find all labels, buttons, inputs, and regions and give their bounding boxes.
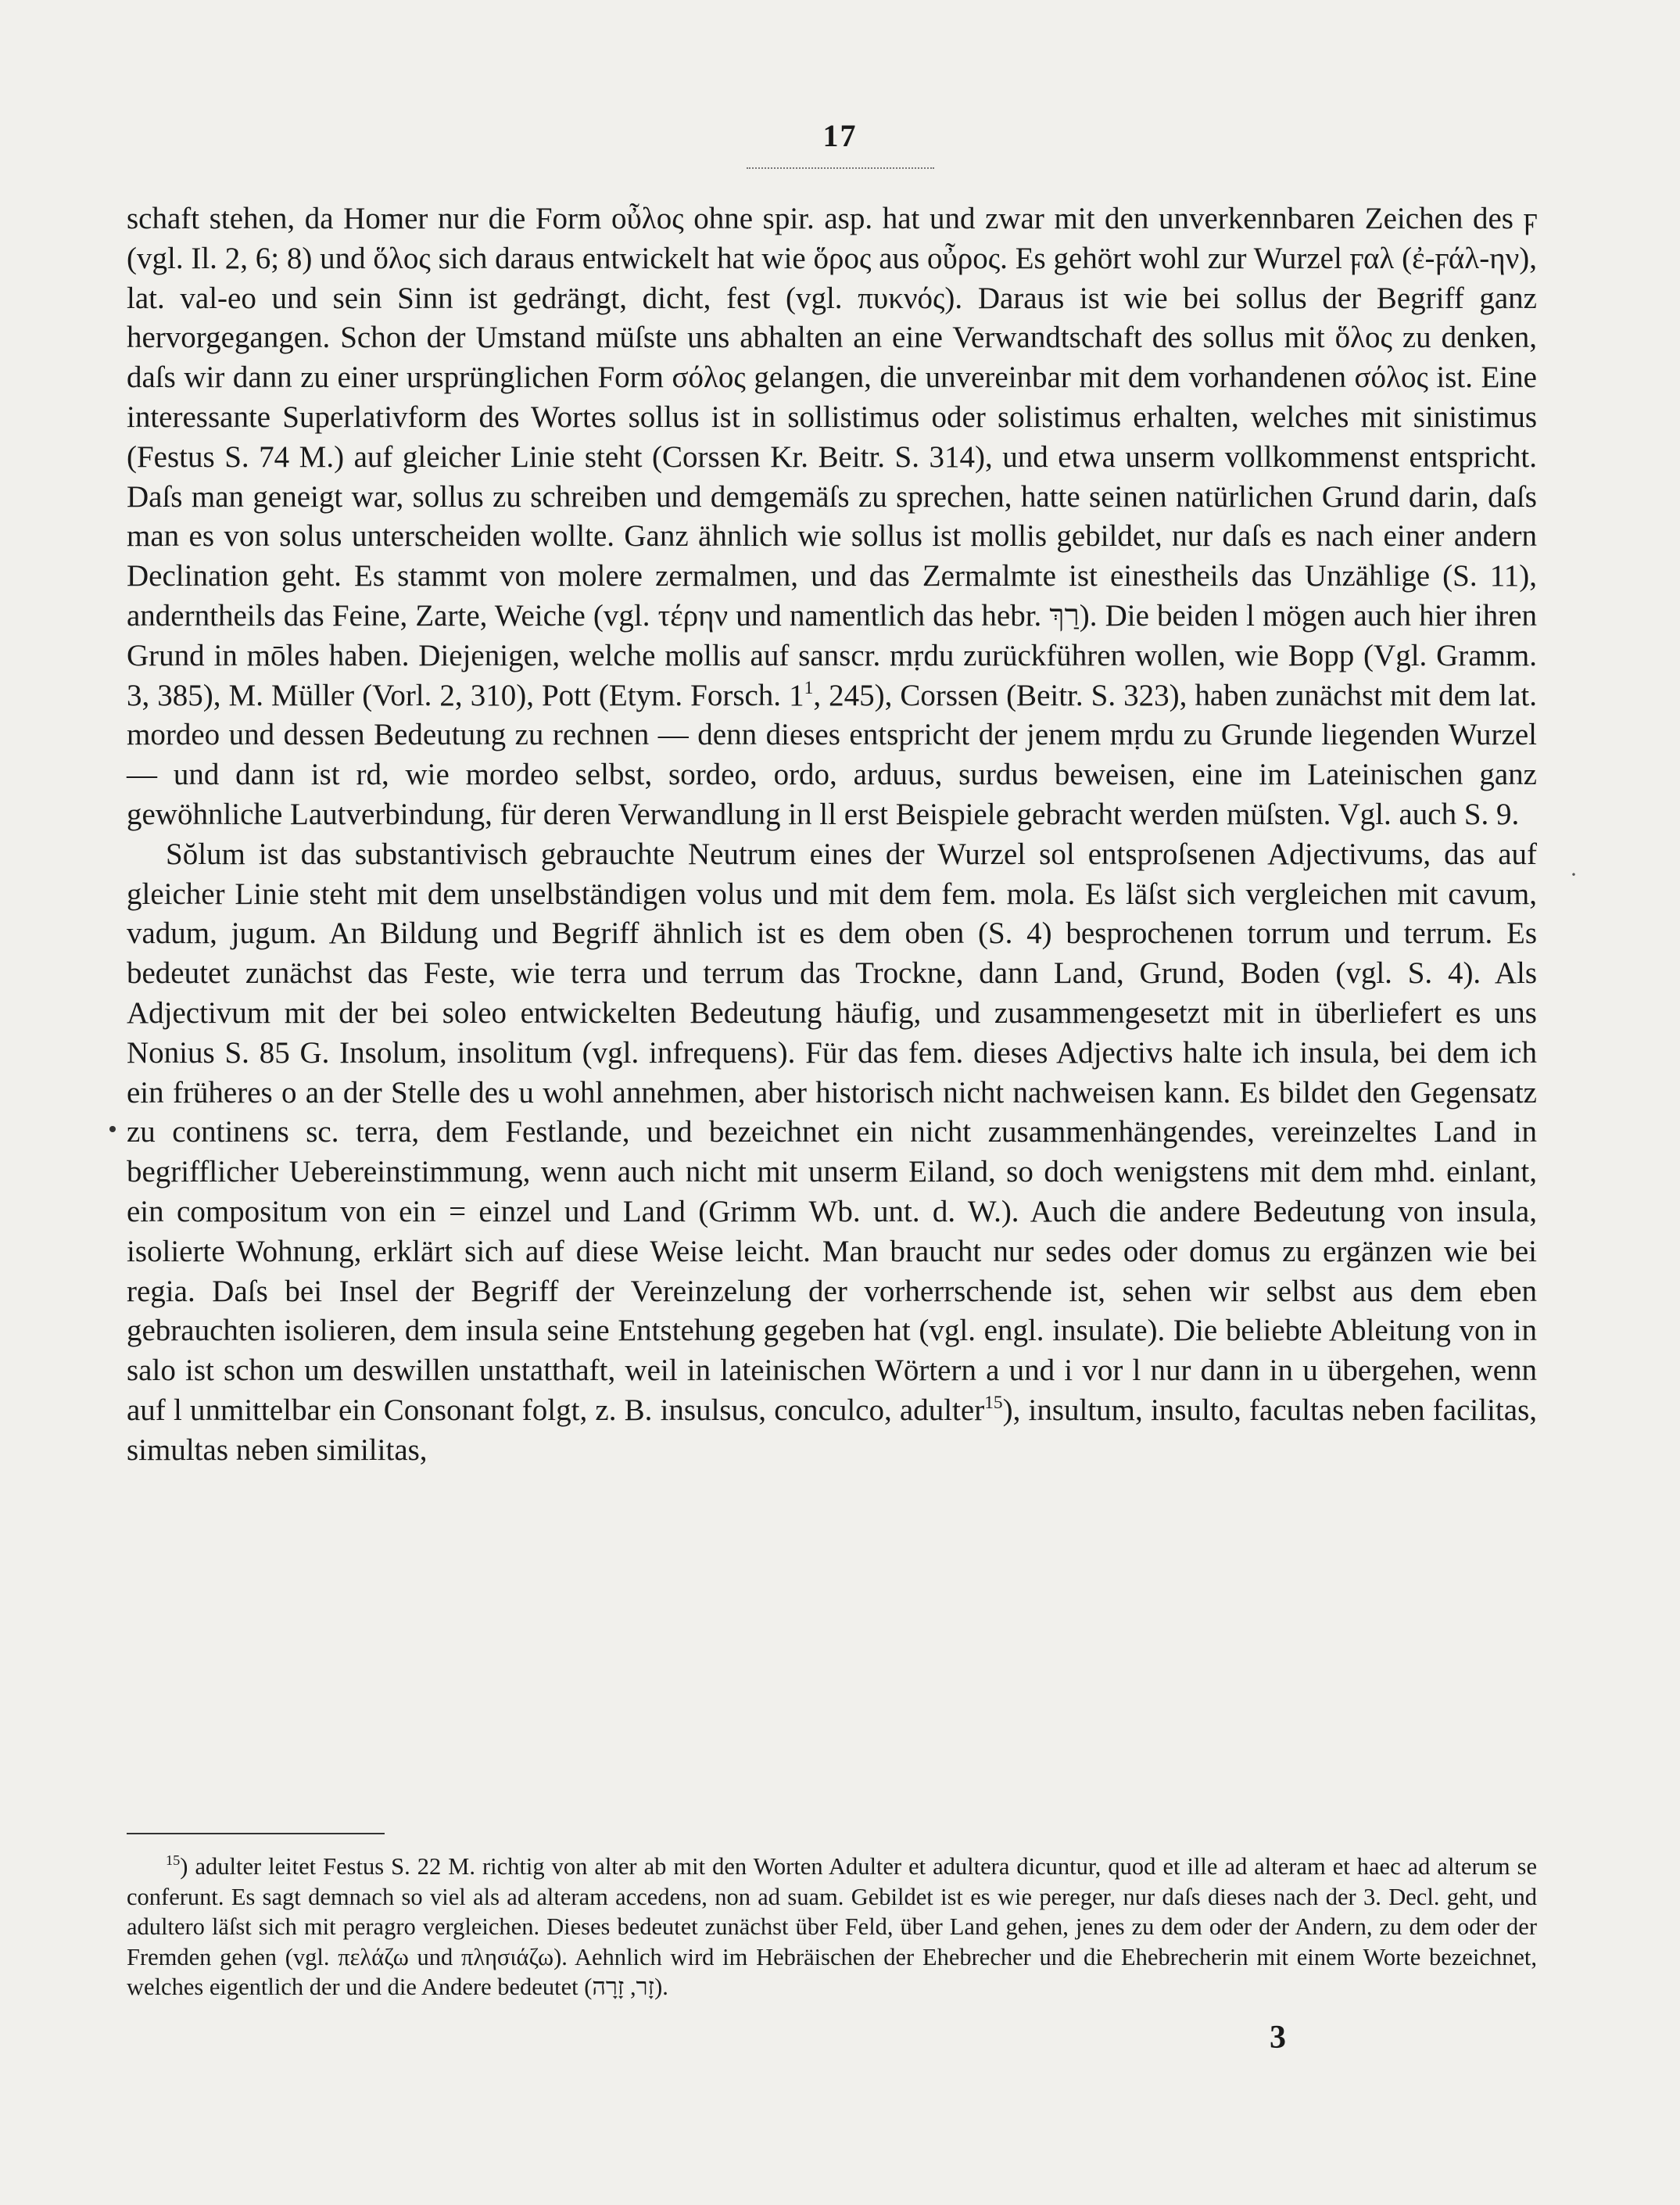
paragraph-1-text: schaft stehen, da Homer nur die Form οὖλος ohne spir. asp. hat und zwar mit den unverkennbaren Zeichen des ϝ (vgl. Il. 2, 6; 8) und ὅλος sich daraus entwickelt hat wie ὅρος aus οὖρος. Es gehört wohl zur Wurzel ϝαλ (ἐ-ϝάλ-ην), lat. val-eo und sein Sinn ist gedrängt, dicht, fest (vgl. πυκνός). Daraus ist wie bei sollus der Begriff ganz hervorgegangen. Schon der Umstand müſste uns abhalten an eine Verwandtschaft des sollus mit ὅλος zu denken, daſs wir dann zu einer ursprünglichen Form σόλος gelangen, die unvereinbar mit dem vorhandenen σόλος ist. Eine interessante Superlativform des Wortes sollus ist in sollistimus oder solistimus erhalten, welches mit sinistimus (Festus S. 74 M.) auf gleicher Linie steht (Corssen Kr. Beitr. S. 314), und etwa unserm vollkommenst entspricht. Daſs man geneigt war, sollus zu schreiben und demgemäſs zu sprechen, hatte seinen natürlichen Grund darin, daſs man es von solus unterscheiden wollte. Ganz ähnlich wie sollus ist mollis gebildet, nur daſs es nach einer andern Declination geht. Es stammt von molere zermalmen, und das Zermalmte ist einestheils das Unzählige (S. 11), anderntheils das Feine, Zarte, Weiche (vgl. τέρην und namentlich das hebr. רַךְ). Die beiden l mögen auch hier ihren Grund in mōles haben. Diejenigen, welche mollis auf sanscr. mṛdu zurückführen wollen, wie Bopp (Vgl. Gramm. 3, 385), M. Müller (Vorl. 2, 310), Pott (Etym. Forsch. 1: [127, 202, 1538, 712]
paragraph-1-cont: , 245), Corssen (Beitr. S. 323), haben zunächst mit dem lat. mordeo und dessen Bedeutung zu rechnen — denn dieses entspricht der jenem mṛdu zu Grunde liegenden Wurzel — und dann ist rd, wie mordeo selbst, sordeo, ordo, arduus, surdus beweisen, eine im Lateinischen ganz gewöhnliche Lautverbindung, für deren Verwandlung in ll erst Beispiele gebracht werden müſsten. Vgl. auch S. 9.: [127, 678, 1537, 831]
margin-mark: ·: [1570, 862, 1578, 887]
page-number: 17: [822, 118, 858, 153]
paragraph-2-cont: ), insultum, insulto, facultas neben facilitas, simultas neben similitas,: [127, 1393, 1537, 1467]
footnote-15: [127, 1852, 1537, 2002]
body-text: [127, 199, 1537, 1471]
signature-mark: 3: [1270, 2020, 1286, 2056]
footnote-text: ) adulter leitet Festus S. 22 M. richtig von alter ab mit den Worten Adulter et adultera dicuntur, quod et ille ad alteram et haec ad alterum se conferunt. Es sagt demnach so viel als ad alteram accedens, non ad suam. Gebildet ist es wie pereger, nur daſs dieses nach der 3. Decl. geht, und adultero läſst sich mit peragro vergleichen. Dieses bedeutet zunächst über Feld, über Land gehen, jenes zu dem oder der Andern, zu dem oder der Fremden gehen (vgl. πελάζω und πλησιάζω). Aehnlich wird im Hebräischen der Ehebrecher und die Ehebrecherin mit einem Worte bezeichnet, welches eigentlich der und die Andere bedeutet (זָר, זָרָה).: [127, 1853, 1537, 2000]
footnote-ref-15: 15: [984, 1392, 1003, 1413]
footnote: [127, 1852, 1537, 2002]
paragraph-2: [127, 835, 1537, 1471]
footnote-rule: [127, 1833, 385, 1834]
paragraph-2-text: Sŏlum ist das substantivisch gebrauchte Neutrum eines der Wurzel sol entsproſsenen Adjectivums, das auf gleicher Linie steht mit dem unselbständigen volus und mit dem fem. mola. Es läſst sich vergleichen mit cavum, vadum, jugum. An Bildung und Begriff ähnlich ist es dem oben (S. 4) besprochenen torrum und terrum. Es bedeutet zunächst das Feste, wie terra und terrum das Trockne, dann Land, Grund, Boden (vgl. S. 4). Als Adjectivum mit der bei soleo entwickelten Bedeutung häufig, und zusammengesetzt mit in überliefert es uns Nonius S. 85 G. Insolum, insolitum (vgl. infrequens). Für das fem. dieses Adjectivs halte ich insula, bei dem ich ein früheres o an der Stelle des u wohl annehmen, aber historisch nicht nachweisen kann. Es bildet den Gegensatz zu continens sc. terra, dem Festlande, und bezeichnet ein nicht zusammenhängendes, vereinzeltes Land in begrifflicher Uebereinstimmung, wenn auch nicht mit unserm Eiland, so doch wenigstens mit dem mhd. einlant, ein compositum von ein = einzel und Land (Grimm Wb. unt. d. W.). Auch die andere Bedeutung von insula, isolierte Wohnung, erklärt sich auf diese Weise leicht. Man braucht nur sedes oder domus zu ergänzen wie bei regia. Daſs bei Insel der Begriff der Vereinzelung der vorherrschende ist, sehen wir selbst aus dem eben gebrauchten isolieren, dem insula seine Entstehung gegeben hat (vgl. engl. insulate). Die beliebte Ableitung von in salo ist schon um deswillen unstatthaft, weil in lateinischen Wörtern a und i vor l nur dann in u übergehen, wenn auf l unmittelbar ein Consonant folgt, z. B. insulsus, conculco, adulter: [127, 837, 1537, 1427]
header-rule: [747, 167, 934, 169]
paragraph-1: [127, 199, 1537, 835]
footnote-marker: 15: [166, 1852, 181, 1869]
ink-spot: [109, 1126, 116, 1132]
superscript-1: 1: [804, 677, 814, 698]
